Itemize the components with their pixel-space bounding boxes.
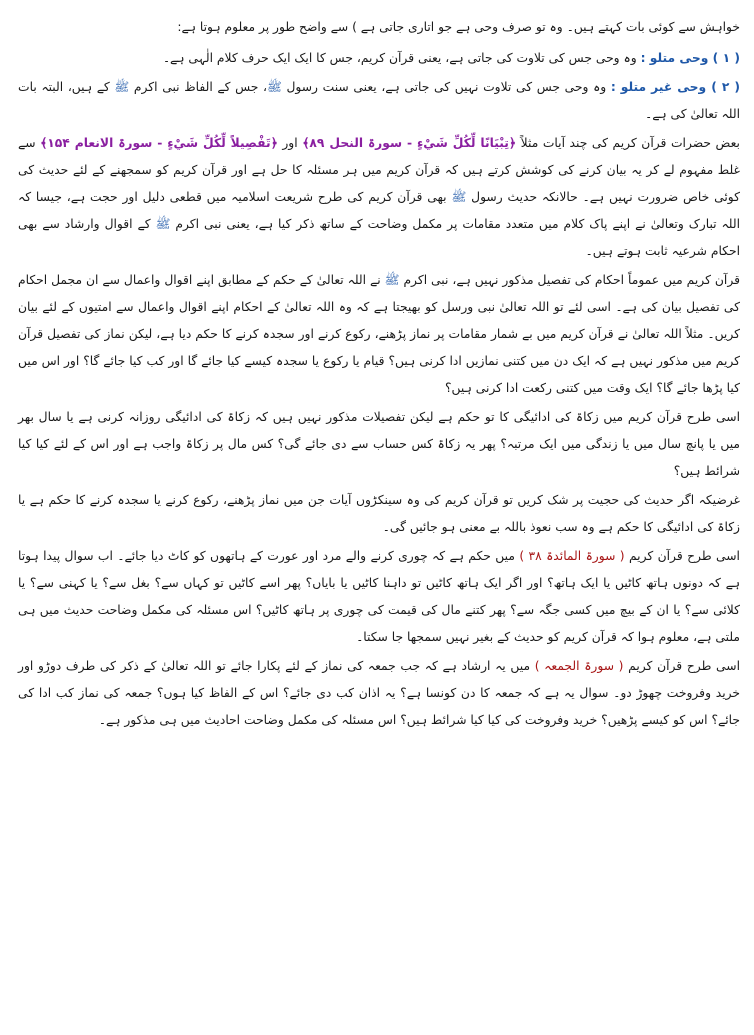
wahi-ghair-text-a: وہ وحی جس کی تلاوت نہیں کی جاتی ہے، یعنی سنت رسول (281, 80, 611, 94)
wahi-matlu-text: وہ وحی جس کی تلاوت کی جاتی ہے، یعنی قرآن کریم، جس کا ایک ایک حرف کلام الٰہی ہے۔ (162, 51, 641, 65)
verses-text-d: بھی قرآن کریم کی طرح شریعت اسلامیہ میں قطعی دلیل اور حجت ہے، جیسا کہ اللہ تبارک وتعالیٰ نے اپنے پاک کلام میں متعدد مقامات پر مکمل وضاحت کے ساتھ ذکر کیا ہے، یعنی نبی اکرم (18, 190, 740, 231)
prayer-text-a: قرآن کریم میں عموماً احکام کی تفصیل مذکور نہیں ہے، نبی اکرم (399, 273, 740, 287)
theft-text-b: میں حکم ہے کہ چوری کرنے والے مرد اور عورت کے ہاتھوں کو کاٹ دیا جائے۔ اب سوال پیدا ہوتا ہے کہ دونوں ہاتھ کاٹیں یا ایک ہاتھ؟ اور اگر ایک ہاتھ کاٹیں تو داہنا کاٹیں یا بایاں؟ پھر اسے کاٹیں تو کہاں سے؟ بغل سے؟ یا کہنی سے؟ یا کلائی سے؟ یا ان کے بیچ میں کسی جگہ سے؟ پھر کتنے مال کی قیمت کی چوری پر ہاتھ کاٹیں؟ اس مسئلہ کی مکمل وضاحت حدیث میں ہی ملتی ہے، معلوم ہوا کہ قرآن کریم کو حدیث کے بغیر نہیں سمجھا جا سکتا۔ (18, 549, 740, 644)
prayer-details-paragraph (18, 267, 740, 402)
theft-paragraph (18, 543, 740, 651)
salutation-mark: ﷺ (266, 80, 282, 94)
wahi-matlu-label: ( ۱ ) وحی متلو : (640, 51, 740, 65)
prayer-text-b: نے اللہ تعالیٰ کے حکم کے مطابق اپنے اقوال واعمال سے ان مجمل احکام کی تفصیل بیان کی ہے۔ اسی لئے تو اللہ تعالیٰ نبی ورسل کو بھیجتا ہے کہ وہ اللہ تعالیٰ کے احکام اپنے اقوال واعمال سے امتیوں کے لئے بیان کریں۔ مثلاً اللہ تعالیٰ نے قرآن کریم میں بے شمار مقامات پر نماز پڑھنے، رکوع کرنے اور سجدہ کرنے کا حکم دیا ہے، لیکن نماز کی تفصیل قرآن کریم میں مذکور نہیں ہے کہ ایک دن میں کتنی نمازیں ادا کرنی ہیں؟ قیام یا رکوع یا سجدہ کیسے کیا جائے گا اور کب کیا جائے گا؟ اور اس میں کیا پڑھا جائے گا؟ ایک وقت میں کتنی رکعت ادا کرنی ہیں؟ (18, 273, 740, 395)
wahi-ghair-text-c: کے ہیں، البتہ بات اللہ تعالیٰ کی ہے۔ (18, 80, 740, 121)
jumuah-text-b: میں یہ ارشاد ہے کہ جب جمعہ کی نماز کے لئے پکارا جائے تو اللہ تعالیٰ کے ذکر کی طرف دوڑو اور خرید وفروخت چھوڑ دو۔ سوال یہ ہے کہ جمعہ کا دن کونسا ہے؟ یہ اذان کب دی جائے؟ اس کے الفاظ کیا ہوں؟ جمعہ کی نماز کب ادا کی جائے؟ اس کو کیسے پڑھیں؟ خرید وفروخت کی کیا کیا شرائط ہیں؟ اس مسئلہ کی مکمل وضاحت احادیث میں ہی مذکور ہے۔ (18, 659, 740, 727)
jumuah-text-a: اسی طرح قرآن کریم (623, 659, 740, 673)
verses-text-b: اور (277, 136, 303, 150)
verses-paragraph (18, 130, 740, 265)
zakat-text: اسی طرح قرآن کریم میں زکاۃ کی ادائیگی کا تو حکم ہے لیکن تفصیلات مذکور نہیں ہیں کہ زکاۃ کی ادائیگی روزانہ کرنی ہے یا سال بھر میں یا پانچ سال میں یا زندگی میں ایک مرتبہ؟ پھر یہ زکاۃ کس حساب سے دی جائے گی؟ کس مال پر زکاۃ واجب ہے اور اس کے لئے کیا کیا شرائط ہیں؟ (18, 410, 740, 478)
verses-text-c: سے غلط مفہوم لے کر یہ بیان کرنے کی کوشش کرتے ہیں کہ قرآن کریم میں ہر مسئلہ کا حل ہے اور قرآن کریم کو سمجھنے کے لئے حدیث کی کوئی خاص ضرورت نہیں ہے۔ حالانکہ حدیث رسول (18, 136, 740, 204)
quran-quote-anam: ﴿تَفْصِيلاً لِّكُلِّ شَيْءٍ - سورۃ الانعام ۱۵۴﴾ (40, 136, 278, 150)
jumuah-paragraph (18, 653, 740, 734)
wahi-matlu-paragraph (18, 45, 740, 72)
wahi-ghair-matlu-paragraph (18, 74, 740, 128)
salutation-mark: ﷺ (114, 80, 130, 94)
theft-text-a: اسی طرح قرآن کریم (624, 549, 740, 563)
salutation-mark: ﷺ (155, 217, 171, 231)
conclusion-text: غرضیکہ اگر حدیث کی حجیت پر شک کریں تو قرآن کریم کی وہ سینکڑوں آیات جن میں نماز پڑھنے، رکوع کرنے یا سجدہ کرنے کا حکم ہے یا زکاۃ کی ادائیگی کا حکم ہے وہ سب نعوذ باللہ بے معنی ہو جائیں گی۔ (18, 493, 740, 534)
quran-quote-nahl: ﴿تِبْيَانًا لِّكُلِّ شَيْءٍ - سورۃ النحل ۸۹﴾ (302, 136, 517, 150)
wahi-ghair-matlu-label: ( ۲ ) وحی غیر متلو : (610, 80, 740, 94)
wahi-ghair-text-b: ، جس کے الفاظ نبی اکرم (129, 80, 267, 94)
verses-text-e: کے اقوال وارشاد سے بھی احکام شرعیہ ثابت ہوتے ہیں۔ (18, 217, 740, 258)
intro-text: خواہش سے کوئی بات کہتے ہیں۔ وہ تو صرف وحی ہے جو اتاری جاتی ہے ) سے واضح طور پر معلوم ہوتا ہے: (177, 20, 740, 34)
zakat-paragraph (18, 404, 740, 485)
verses-text-a: بعض حضرات قرآن کریم کی چند آیات مثلاً (516, 136, 740, 150)
conclusion-paragraph (18, 487, 740, 541)
salutation-mark: ﷺ (384, 273, 400, 287)
intro-paragraph (18, 14, 740, 41)
surah-reference: ( سورۃ المائدۃ ۳۸ ) (519, 549, 625, 563)
salutation-mark: ﷺ (451, 190, 467, 204)
surah-reference: ( سورۃ الجمعہ ) (534, 659, 624, 673)
